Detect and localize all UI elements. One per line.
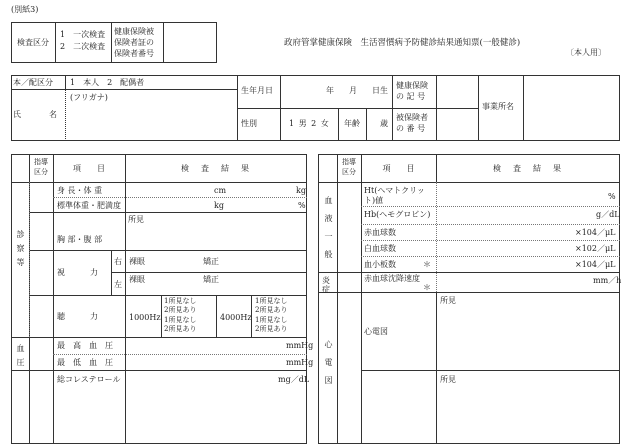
left-guidance-header-1: 指導 [34,158,48,166]
vision-left-label: 左 [114,280,122,289]
esr-unit: mm／h [593,276,622,285]
left-guidance-header-2: 区分 [34,168,48,176]
ecg-findings-label: 所見 [440,296,456,305]
exam-option-second[interactable]: 2 二次検査 [60,42,106,51]
wbc-label: 白血球数 [364,244,396,253]
bmi-pct-unit: % [298,201,306,210]
right-guidance-header-2: 区分 [342,168,356,176]
copy-label: 〔本人用〕 [566,48,606,57]
height-unit: cm [214,186,227,195]
right-result-header: 検 査 結 果 [493,164,563,173]
cholesterol-unit: mg／dL [278,375,310,384]
hearing-1000-opt-2[interactable]: 2所見あり [164,306,197,314]
vision-right-naked: 裸眼 [129,257,145,266]
vision-left-corrected: 矯正 [203,275,219,284]
exam-category-label: 検査区分 [17,38,49,47]
vision-label: 視 力 [57,268,101,277]
rbc-unit: ×104／μL [575,228,616,237]
age-label: 年齢 [344,119,360,128]
hearing-1000-opt-3[interactable]: 1所見なし [164,316,197,324]
insurance-symbol-label-1: 健康保険 [396,81,428,90]
hearing-1000-opt-1[interactable]: 1所見なし [164,297,197,305]
wbc-unit: ×102／μL [575,244,616,253]
attachment-label: (別紙3) [11,5,39,14]
furigana-label: (フリガナ) [70,93,108,102]
chest-abdomen-label: 胸 部・腹 部 [57,235,103,244]
bp-low-label: 最 低 血 圧 [57,358,113,367]
hearing-label: 聴 力 [57,312,101,321]
left-result-header: 検 査 結 果 [181,164,251,173]
bp-high-unit: mmHg [286,341,314,350]
bp-group-label: 血圧 [16,344,25,372]
rbc-label: 赤血球数 [364,228,396,237]
sex-label: 性別 [241,119,257,128]
platelet-unit: ×104／μL [575,260,616,269]
hearing-4000hz: 4000Hz [220,313,252,322]
bmi-label: 標準体重・肥満度 [57,201,121,210]
bp-high-label: 最 高 血 圧 [57,341,113,350]
inflammation-group-label: 炎症 [322,276,330,294]
chest-findings-label: 所見 [128,215,144,224]
right-guidance-header-1: 指導 [342,158,356,166]
age-unit: 歳 [380,119,388,128]
vision-right-label: 右 [114,257,122,266]
hb-label: Hb(ヘモグロビン) [364,210,431,219]
ecg-findings-label-2: 所見 [440,375,456,384]
platelet-star: ＊ [423,260,431,269]
name-label: 氏 名 [13,110,61,119]
hearing-4000-opt-2[interactable]: 2所見あり [255,306,288,314]
main-dependent-label: 本／配区分 [13,78,53,87]
right-item-header: 項 目 [382,164,415,173]
birth-year-unit: 年 [326,86,334,95]
insurance-symbol-label-2: の 記 号 [396,92,426,101]
weight-unit: kg [296,186,306,195]
hearing-1000hz: 1000Hz [129,313,161,322]
left-item-header: 項 目 [73,164,105,173]
ht-unit: % [608,192,616,201]
insured-number-label-1: 被保険者 [396,113,428,122]
hearing-4000-opt-4[interactable]: 2所見あり [255,325,288,333]
insurance-card-label-3: 保険者番号 [114,49,154,58]
cholesterol-label: 総コレステロール [57,375,121,384]
ht-label: Ht(ヘマトクリット)値 [364,186,425,205]
bp-low-unit: mmHg [286,358,314,367]
ecg-group-label: 心電図 [324,340,333,394]
birth-date-label: 生年月日 [241,86,273,95]
insurance-card-label-2: 保険者証の [114,38,154,47]
height-weight-label: 身 長・体 重 [57,186,103,195]
hearing-4000-opt-3[interactable]: 1所見なし [255,316,288,324]
blood-group-label: 血液一般 [324,196,333,268]
birth-month-unit: 月 [349,86,357,95]
hb-unit: g／dL [596,210,620,219]
ecg-label: 心電図 [364,327,388,336]
insured-number-label-2: の 番 号 [396,124,426,133]
esr-star: ＊ [423,283,431,292]
sex-value[interactable]: 1 男 2 女 [289,119,330,128]
vision-right-corrected: 矯正 [203,257,219,266]
main-dependent-value[interactable]: 1 本人 2 配偶者 [70,78,145,87]
hearing-1000-opt-4[interactable]: 2所見あり [164,325,197,333]
insurance-card-label-1: 健康保険被 [114,27,154,36]
birth-day-unit: 日生 [372,86,388,95]
exam-group-label: 診察等 [16,230,25,272]
platelet-label: 血小板数 [364,260,396,269]
vision-left-naked: 裸眼 [129,275,145,284]
bmi-kg-unit: kg [214,201,224,210]
form-title: 政府管掌健康保険 生活習慣病予防健診結果通知票(一般健診) [284,38,521,48]
exam-option-first[interactable]: 1 一次検査 [60,30,106,39]
hearing-4000-opt-1[interactable]: 1所見なし [255,297,288,305]
office-name-label: 事業所名 [482,102,514,111]
esr-label: 赤血球沈降速度 [364,274,420,283]
